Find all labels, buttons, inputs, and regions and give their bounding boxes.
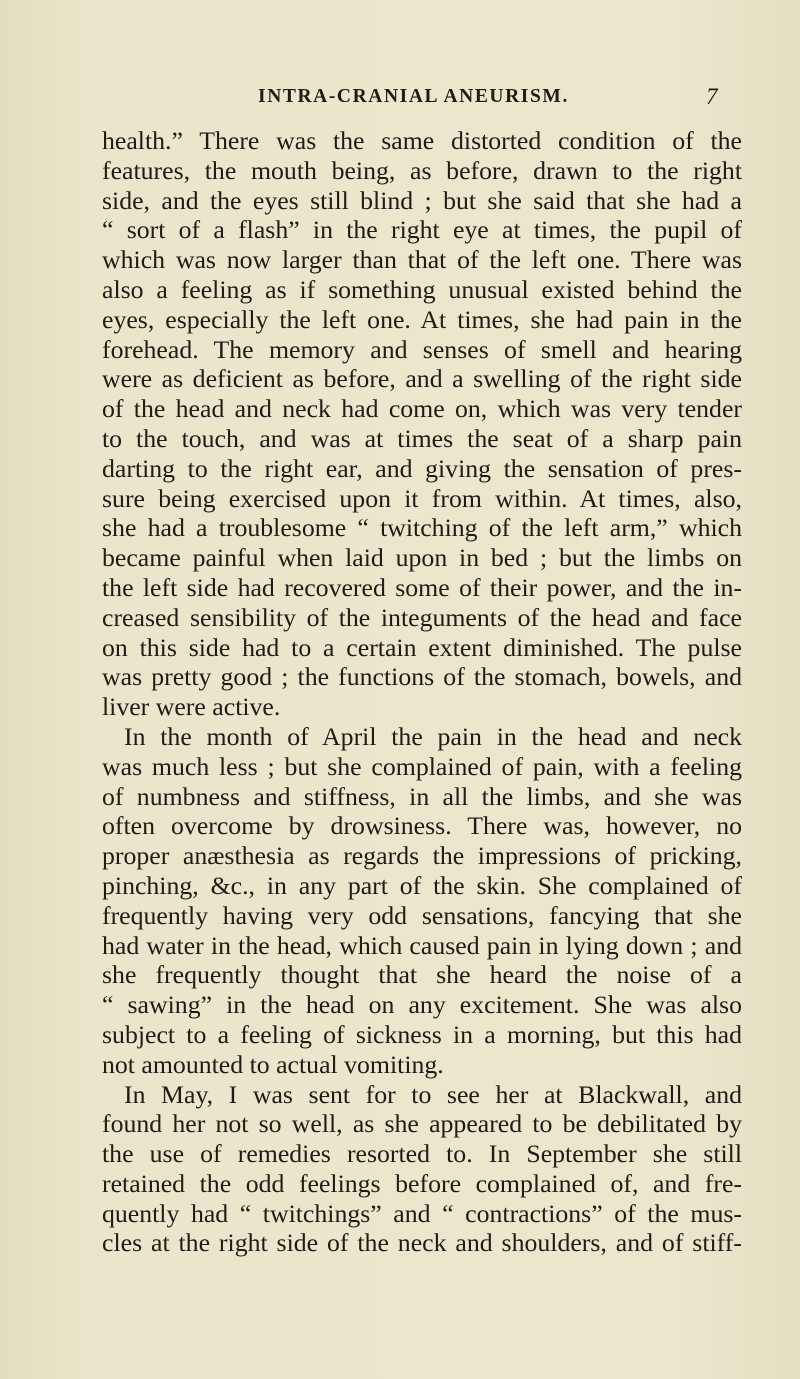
text-line: became painful when laid upon in bed ; but the limbs on: [102, 543, 742, 573]
running-head: INTRA-CRANIAL ANEURISM.: [258, 86, 569, 107]
text-line: of numbness and stiffness, in all the limbs, and she was: [102, 781, 742, 811]
text-line: features, the mouth being, as before, drawn to the right: [102, 155, 742, 185]
text-line: which was now larger than that of the left one. There was: [102, 245, 742, 275]
text-line: creased sensibility of the integuments of the head and face: [102, 602, 742, 632]
page-number: 7: [706, 84, 718, 109]
text-line: was pretty good ; the functions of the stomach, bowels, and: [102, 662, 742, 692]
text-line: proper anæsthesia as regards the impressions of pricking,: [102, 841, 742, 871]
text-line: frequently having very odd sensations, fancying that she: [102, 900, 742, 930]
text-line: also a feeling as if something unusual existed behind the: [102, 274, 742, 304]
text-line: was much less ; but she complained of pain, with a feeling: [102, 751, 742, 781]
text-line: of the head and neck had come on, which was very tender: [102, 394, 742, 424]
text-line: not amounted to actual vomiting.: [102, 1049, 444, 1079]
text-line: often overcome by drowsiness. There was, however, no: [102, 811, 742, 841]
text-line: had water in the head, which caused pain in lying down ; and: [102, 930, 742, 960]
text-line: “ sort of a flash” in the right eye at times, the pupil of: [102, 215, 742, 245]
text-line: quently had “ twitchings” and “ contractions” of the mus-: [102, 1198, 742, 1228]
text-line: the left side had recovered some of their power, and the in-: [102, 572, 742, 602]
text-line: darting to the right ear, and giving the sensation of pres-: [102, 453, 742, 483]
text-line: health.” There was the same distorted condition of the: [102, 126, 742, 155]
text-line: retained the odd feelings before complained of, and fre-: [102, 1168, 742, 1198]
text-line: “ sawing” in the head on any excitement. She was also: [102, 990, 742, 1020]
text-line: pinching, &c., in any part of the skin. She complained of: [102, 870, 742, 900]
text-line: found her not so well, as she appeared to be debilitated by: [102, 1109, 742, 1139]
text-line: she had a troublesome “ twitching of the left arm,” which: [102, 513, 742, 543]
text-line: were as deficient as before, and a swelling of the right side: [102, 364, 742, 394]
body-text: [102, 126, 742, 1258]
text-line: subject to a feeling of sickness in a morning, but this had: [102, 1019, 742, 1049]
text-line: on this side had to a certain extent diminished. The pulse: [102, 632, 742, 662]
text-line: forehead. The memory and senses of smell and hearing: [102, 334, 742, 364]
text-line: to the touch, and was at times the seat of a sharp pain: [102, 423, 742, 453]
text-line: In the month of April the pain in the head and neck: [124, 721, 742, 751]
text-line: sure being exercised upon it from within. At times, also,: [102, 483, 742, 513]
text-line: the use of remedies resorted to. In September she still: [102, 1139, 742, 1169]
text-line: cles at the right side of the neck and shoulders, and of stiff-: [102, 1228, 742, 1258]
page-header: [258, 86, 758, 116]
text-line: side, and the eyes still blind ; but she said that she had a: [102, 185, 742, 215]
text-line: liver were active.: [102, 692, 281, 722]
text-line: In May, I was sent for to see her at Blackwall, and: [124, 1079, 742, 1109]
text-line: eyes, especially the left one. At times, she had pain in the: [102, 304, 742, 334]
text-line: she frequently thought that she heard the noise of a: [102, 960, 742, 990]
